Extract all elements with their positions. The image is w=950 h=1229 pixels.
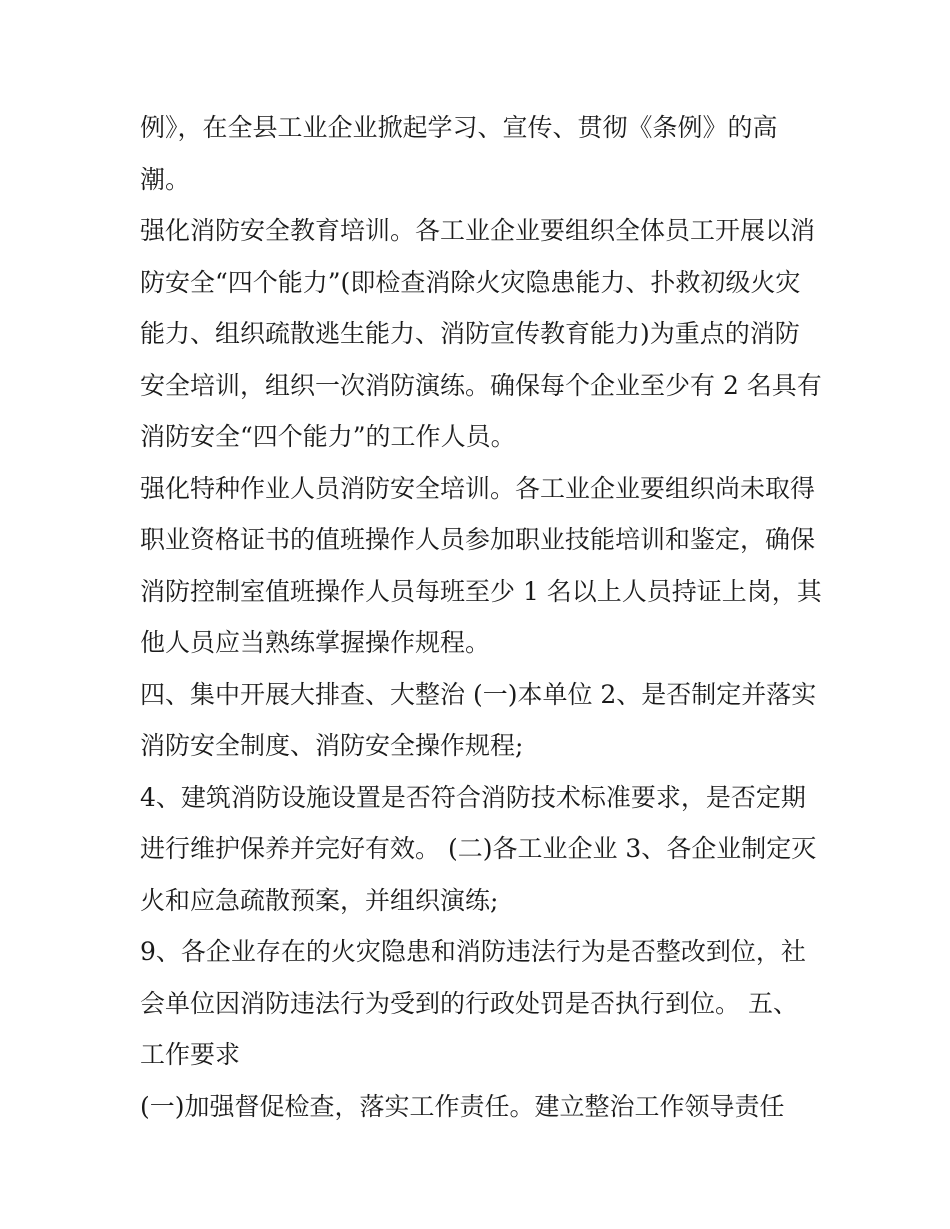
text-line: 4、建筑消防设施设置是否符合消防技术标准要求，是否定期 — [140, 783, 806, 812]
text-line: 工作要求 — [140, 1040, 241, 1069]
text-line: 四、集中开展大排查、大整治 (一)本单位 2、是否制定并落实 — [140, 680, 817, 709]
text-line: 消防安全“四个能力”的工作人员。 — [140, 422, 516, 451]
text-line: 消防控制室值班操作人员每班至少 1 名以上人员持证上岗，其 — [140, 577, 822, 606]
text-line: 强化消防安全教育培训。各工业企业要组织全体员工开展以消 — [140, 216, 816, 245]
text-line: 例》，在全县工业企业掀起学习、宣传、贯彻《条例》的高 — [140, 113, 778, 142]
text-line: 能力、组织疏散逃生能力、消防宣传教育能力)为重点的消防 — [140, 319, 800, 348]
text-line: 潮。 — [140, 165, 191, 194]
text-line: 消防安全制度、消防安全操作规程; — [140, 731, 524, 760]
text-line: 防安全“四个能力”(即检查消除火灾隐患能力、扑救初级火灾 — [140, 268, 801, 297]
text-line: 职业资格证书的值班操作人员参加职业技能培训和鉴定，确保 — [140, 525, 816, 554]
text-line: 他人员应当熟练掌握操作规程。 — [140, 628, 491, 657]
text-line: 火和应急疏散预案，并组织演练; — [140, 886, 499, 915]
text-line: 强化特种作业人员消防安全培训。各工业企业要组织尚未取得 — [140, 474, 816, 503]
text-line: 进行维护保养并完好有效。 (二)各工业企业 3、各企业制定灭 — [140, 834, 817, 863]
text-line: 9、各企业存在的火灾隐患和消防违法行为是否整改到位，社 — [140, 937, 806, 966]
text-line: 会单位因消防违法行为受到的行政处罚是否执行到位。 五、 — [140, 989, 798, 1018]
text-line: 安全培训，组织一次消防演练。确保每个企业至少有 2 名具有 — [140, 371, 822, 400]
text-line: (一)加强督促检查，落实工作责任。建立整治工作领导责任 — [140, 1092, 785, 1121]
